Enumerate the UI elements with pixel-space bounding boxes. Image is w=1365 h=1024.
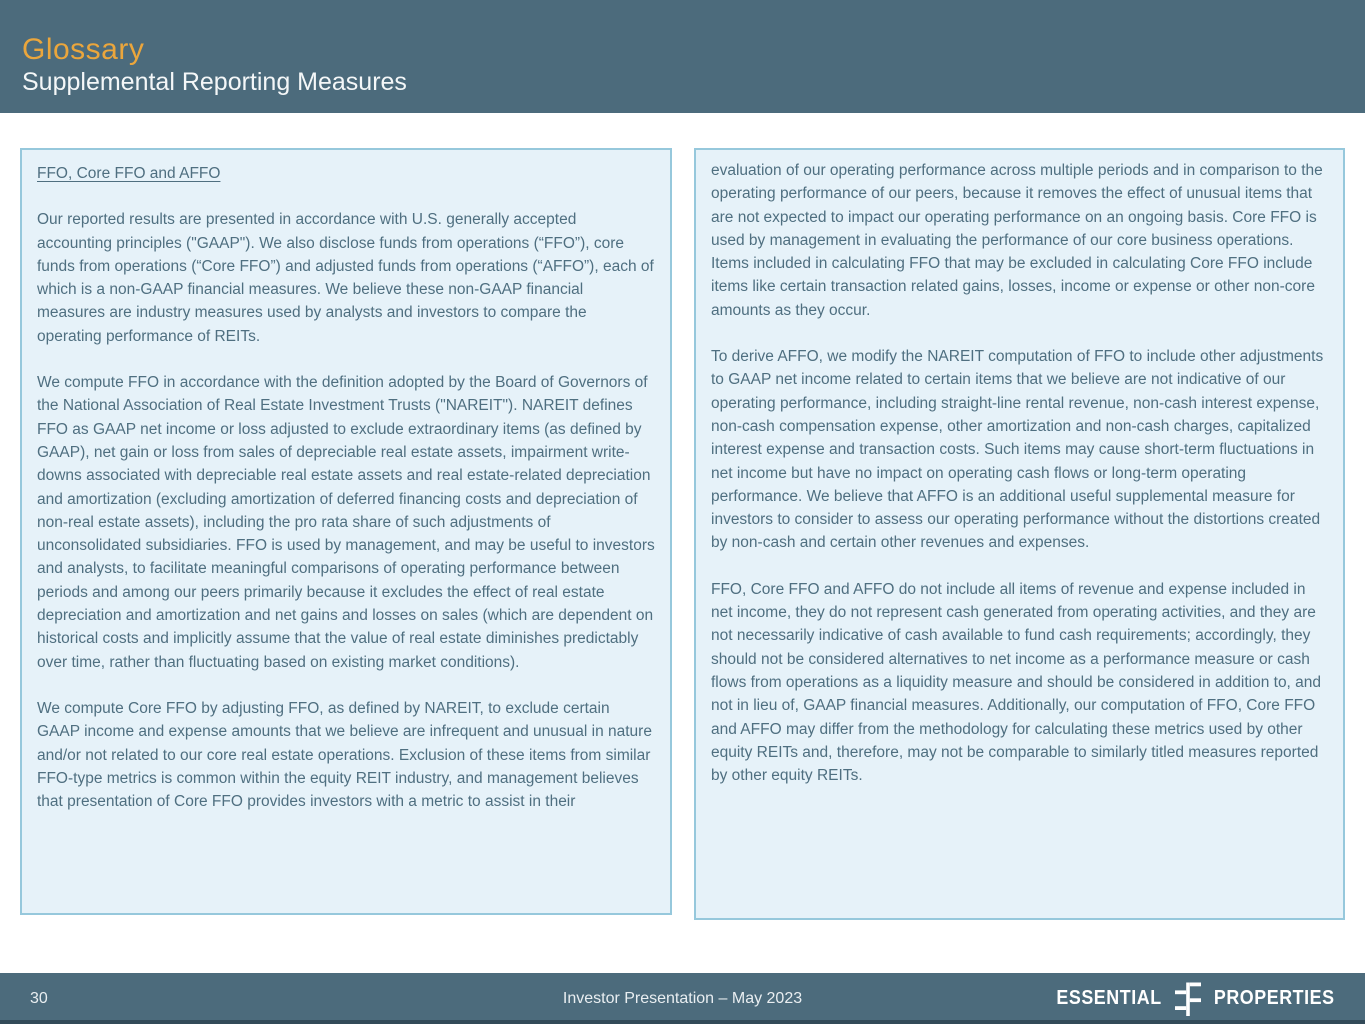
logo-text-essential: ESSENTIAL xyxy=(1056,986,1163,1010)
right-paragraph-2: To derive AFFO, we modify the NAREIT computation of FFO to include other adjustments to GAAP net income related to certain items that we believe are not indicative of our operating performance, including straight-line rental revenue, non-cash interest expense, non-cash compensation expense, other amortization and non-cash charges, capitalized interest expense and transaction costs. Such items may cause short-term fluctuations in net income but have no impact on operating cash flows or long-term operating performance. We believe that AFFO is an additional useful supplemental measure for investors to consider to assess our operating performance without the distortions created by non-cash and certain other revenues and expenses. xyxy=(711,348,1324,552)
left-paragraph-3: We compute Core FFO by adjusting FFO, as defined by NAREIT, to exclude certain GAAP income and expense amounts that we believe are infrequent and unusual in nature and/or not related to our core real estate operations. Exclusion of these items from similar FFO-type metrics is common within the equity REIT industry, and management believes that presentation of Core FFO provides investors with a metric to assist in their xyxy=(37,699,652,811)
slide-header xyxy=(0,0,1365,113)
right-paragraph-1: evaluation of our operating performance across multiple periods and in comparison to the operating performance of our peers, because it removes the effect of unusual items that are not expected to impact our operating performance on an ongoing basis. Core FFO is used by management in evaluating the performance of our core business operations. Items included in calculating FFO that may be excluded in calculating Core FFO include items like certain transaction related gains, losses, income or expense or other non-core amounts as they occur. xyxy=(711,162,1323,319)
right-paragraph-3: FFO, Core FFO and AFFO do not include all items of revenue and expense included in net income, they do not represent cash generated from operating activities, and they are not necessarily indicative of cash available to fund cash requirements; accordingly, they should not be considered alternatives to net income as a performance measure or cash flows from operations as a liquidity measure and should be considered in addition to, and not in lieu of, GAAP financial measures. Additionally, our computation of FFO, Core FFO and AFFO may differ from the methodology for calculating these metrics used by other equity REITs and, therefore, may not be comparable to similarly titled measures reported by other equity REITs. xyxy=(711,580,1322,785)
slide-bottom-edge xyxy=(0,1020,1365,1024)
left-paragraph-1: Our reported results are presented in accordance with U.S. generally accepted accounting principles ("GAAP"). We also disclose funds from operations (“FFO”), core funds from operations (“Core FFO”) and adjusted funds from operations (“AFFO”), each of which is a non-GAAP financial measures. We believe these non-GAAP financial measures are industry measures used by analysts and investors to compare the operating performance of REITs. xyxy=(37,211,654,345)
slide-footer xyxy=(0,973,1365,1024)
essential-properties-logo xyxy=(1053,981,1338,1016)
logo-text-properties: PROPERTIES xyxy=(1213,986,1335,1010)
page-title: Glossary xyxy=(22,33,145,66)
page-number: 30 xyxy=(30,989,48,1007)
page-subtitle: Supplemental Reporting Measures xyxy=(22,68,407,96)
left-paragraph-2: We compute FFO in accordance with the definition adopted by the Board of Governors of the National Association of Real Estate Investment Trusts ("NAREIT"). NAREIT defines FFO as GAAP net income or loss adjusted to exclude extraordinary items (as defined by GAAP), net gain or loss from sales of depreciable real estate assets, impairment write-downs associated with depreciable real estate assets and real estate-related depreciation and amortization (excluding amortization of deferred financing costs and depreciation of non-real estate assets), including the pro rata share of such adjustments of unconsolidated subsidiaries. FFO is used by management, and may be useful to investors and analysts, to facilitate meaningful comparisons of operating performance between periods and among our peers primarily because it excludes the effect of real estate depreciation and amortization and net gains and losses on sales (which are dependent on historical costs and implicitly assume that the value of real estate diminishes predictably over time, rather than fluctuating based on existing market conditions). xyxy=(37,374,655,671)
panel-heading: FFO, Core FFO and AFFO xyxy=(37,165,221,182)
right-text-panel xyxy=(694,148,1345,920)
left-text-panel xyxy=(20,148,672,915)
footer-caption: Investor Presentation – May 2023 xyxy=(562,989,803,1007)
essential-properties-mark-icon xyxy=(1175,981,1201,1016)
